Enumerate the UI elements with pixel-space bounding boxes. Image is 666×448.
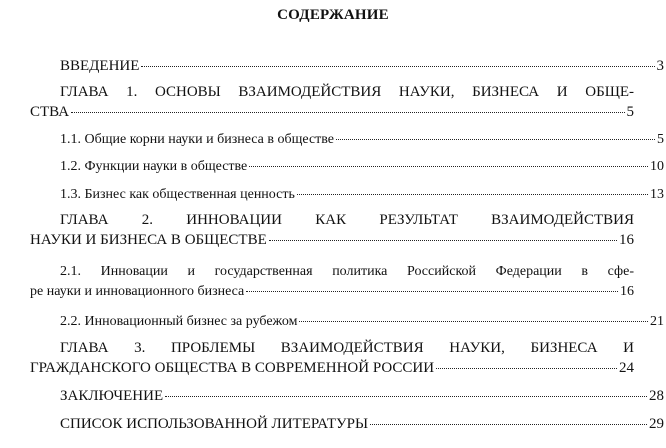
toc-label: ГЛАВА 2. ИННОВАЦИИ КАК РЕЗУЛЬТАТ ВЗАИМОДЕЙСТВИЯ xyxy=(60,212,634,228)
dot-leader xyxy=(269,240,617,241)
toc-row xyxy=(30,185,664,205)
toc-label: 1.1. Общие корни науки и бизнеса в обществе xyxy=(60,132,335,147)
toc-page-number: 5 xyxy=(657,132,664,147)
toc-row xyxy=(30,130,664,150)
dot-leader xyxy=(436,368,617,369)
toc-row xyxy=(30,230,634,250)
dot-leader xyxy=(246,291,618,292)
toc-entry-conclusion[interactable] xyxy=(30,386,664,406)
dot-leader xyxy=(165,396,647,397)
toc-label-continuation: ре науки и инновационного бизнеса xyxy=(30,284,245,299)
toc-label: 1.3. Бизнес как общественная ценность xyxy=(60,187,295,202)
toc-entry-section-2-2[interactable] xyxy=(30,312,664,332)
toc-row xyxy=(30,56,664,76)
toc-page-number: 16 xyxy=(620,284,634,299)
toc-label: 2.1. Инновации и государственная политика Российской Федерации в сфе- xyxy=(60,264,634,279)
toc-row xyxy=(30,157,664,177)
dot-leader xyxy=(71,112,624,113)
page-title: СОДЕРЖАНИЕ xyxy=(277,7,389,23)
toc-label: СПИСОК ИСПОЛЬЗОВАННОЙ ЛИТЕРАТУРЫ xyxy=(60,416,369,432)
toc-page-number: 13 xyxy=(650,187,664,202)
toc-entry-intro[interactable] xyxy=(30,56,664,76)
dot-leader xyxy=(336,139,655,140)
toc-row xyxy=(30,358,634,378)
dot-leader xyxy=(249,166,648,167)
toc-row xyxy=(30,414,664,434)
dot-leader xyxy=(370,424,647,425)
toc-label: 1.2. Функции науки в обществе xyxy=(60,159,248,174)
toc-page-number: 24 xyxy=(619,360,634,376)
toc-label-continuation: НАУКИ И БИЗНЕСА В ОБЩЕСТВЕ xyxy=(30,232,267,248)
toc-entry-chapter-3[interactable] xyxy=(30,338,634,378)
toc-page-number: 10 xyxy=(650,159,664,174)
toc-label: 2.2. Инновационный бизнес за рубежом xyxy=(60,314,298,329)
toc-label: ГЛАВА 1. ОСНОВЫ ВЗАИМОДЕЙСТВИЯ НАУКИ, БИЗНЕСА И ОБЩЕ- xyxy=(60,84,634,100)
toc-entry-section-1-1[interactable] xyxy=(30,130,664,150)
toc-entry-references[interactable] xyxy=(30,414,664,434)
toc-label: ЗАКЛЮЧЕНИЕ xyxy=(60,388,164,404)
toc-label: ВВЕДЕНИЕ xyxy=(60,58,140,74)
toc-entry-section-1-2[interactable] xyxy=(30,157,664,177)
toc-page-number: 3 xyxy=(656,58,664,74)
toc-row xyxy=(30,386,664,406)
toc-row xyxy=(30,282,634,302)
toc-entry-chapter-1[interactable] xyxy=(30,82,634,122)
toc-page-number: 28 xyxy=(649,388,664,404)
toc-page-number: 5 xyxy=(626,104,634,120)
dot-leader xyxy=(299,321,648,322)
toc-row xyxy=(30,102,634,122)
toc-row xyxy=(30,312,664,332)
toc-label-continuation: СТВА xyxy=(30,104,70,120)
toc-page-number: 16 xyxy=(619,232,634,248)
toc-entry-section-1-3[interactable] xyxy=(30,185,664,205)
toc-label: ГЛАВА 3. ПРОБЛЕМЫ ВЗАИМОДЕЙСТВИЯ НАУКИ, БИЗНЕСА И xyxy=(60,340,634,356)
toc-label-continuation: ГРАЖДАНСКОГО ОБЩЕСТВА В СОВРЕМЕННОЙ РОССИИ xyxy=(30,360,435,376)
toc-page-number: 21 xyxy=(650,314,664,329)
toc-page-number: 29 xyxy=(649,416,664,432)
toc-entry-chapter-2[interactable] xyxy=(30,210,634,250)
dot-leader xyxy=(297,194,648,195)
dot-leader xyxy=(141,66,654,67)
toc-entry-section-2-1[interactable] xyxy=(30,262,634,302)
